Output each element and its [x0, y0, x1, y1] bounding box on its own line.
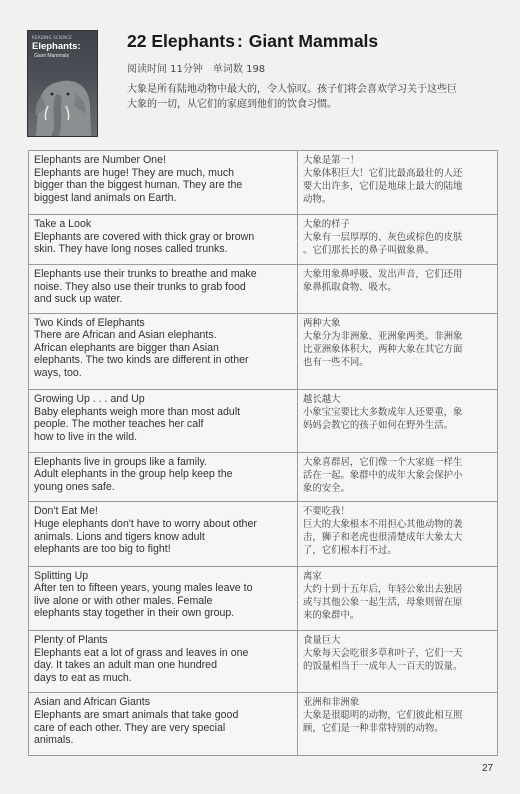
english-cell — [29, 151, 298, 215]
english-line: Asian and African Giants — [34, 696, 151, 709]
chinese-line: 妈妈会教它的孩子如何在野外生活。 — [303, 420, 454, 432]
reading-time: 阅读时间 11分钟 — [127, 64, 203, 75]
english-cell — [29, 390, 298, 452]
english-cell — [29, 566, 298, 630]
page-number: 27 — [482, 763, 494, 774]
title-subtitle: Giant Mammals — [248, 31, 379, 51]
english-line: live alone or with other males. Female — [34, 594, 213, 607]
chinese-line: 击，狮子和老虎也很清楚成年大象太大 — [303, 532, 463, 544]
english-line: Elephants live in groups like a family. — [34, 455, 207, 468]
table-row — [29, 265, 498, 314]
table-row — [29, 151, 498, 215]
chinese-cell — [298, 502, 498, 566]
english-line: Take a Look — [34, 218, 92, 231]
english-cell — [29, 452, 298, 502]
english-line: Splitting Up — [34, 569, 89, 582]
english-line: Baby elephants weigh more than most adult — [34, 405, 241, 418]
table-row — [29, 502, 498, 566]
chinese-line: 大象体积巨大！它们比最高最壮的人还 — [303, 168, 463, 179]
english-line: Huge elephants don't have to worry about other — [34, 518, 257, 531]
page-title — [127, 31, 378, 52]
chinese-line: 大象的样子 — [303, 219, 350, 231]
english-line: Elephants are covered with thick gray or brown — [34, 230, 255, 243]
chinese-cell — [298, 566, 498, 630]
chinese-line: 顾，它们是一种非常特别的动物。 — [303, 723, 444, 735]
chinese-line: 大象用象鼻呼吸、发出声音，它们还用 — [303, 269, 463, 281]
title-main: 22 Elephants — [127, 31, 235, 51]
english-line: how to live in the wild. — [34, 430, 138, 443]
cover-series-label: READING SCIENCE — [32, 35, 73, 40]
english-line: noise. They also use their trunks to grab food — [34, 280, 246, 293]
chinese-line: 不要吃我！ — [303, 506, 350, 518]
english-line: elephants are too big to fight! — [34, 543, 171, 556]
chinese-line: 比亚洲象体积大，两种大象在其它方面 — [303, 343, 463, 355]
chinese-cell — [298, 452, 498, 502]
english-line: and suck up water. — [34, 293, 123, 306]
cover-subtitle: Giant Mammals — [34, 53, 70, 59]
chinese-line: 巨大的大象根本不用担心其他动物的袭 — [303, 519, 463, 531]
english-line: days to eat as much. — [34, 671, 132, 684]
chinese-line: 大象有一层厚厚的、灰色或棕色的皮肤 — [303, 232, 463, 244]
english-line: biggest land animals on Earth. — [34, 191, 177, 204]
english-cell — [29, 630, 298, 692]
elephant-photo-icon — [28, 56, 97, 136]
english-cell — [29, 215, 298, 265]
english-line: Elephants eat a lot of grass and leaves in one — [34, 646, 249, 659]
chinese-line: 大约十到十五年后，年轻公象出去独居 — [303, 583, 463, 595]
chinese-line: 象鼻抓取食物、吸水。 — [303, 282, 397, 294]
table-row — [29, 693, 498, 756]
chinese-line: 大象是第一！ — [303, 155, 360, 166]
chinese-line: 活在一起。象群中的成年大象会保护小 — [303, 469, 463, 481]
book-cover-image — [27, 30, 98, 137]
english-line: Growing Up . . . and Up — [34, 393, 145, 406]
english-line: animals. Lions and tigers know adult — [34, 530, 205, 543]
table-row — [29, 452, 498, 502]
english-line: people. The mother teaches her calf — [34, 418, 204, 431]
chinese-line: 或与其他公象一起生活，母象则留在原 — [303, 596, 463, 608]
chinese-cell — [298, 265, 498, 314]
chinese-cell — [298, 215, 498, 265]
intro-line: 大象是所有陆地动物中最大的，令人惊叹。孩子们将会喜欢学习关于这些巨 — [127, 84, 457, 95]
bilingual-text-table — [28, 150, 498, 756]
table-row — [29, 390, 498, 452]
english-line: elephants. The two kinds are different in other — [34, 354, 249, 367]
title-separator: : — [236, 31, 243, 51]
chinese-cell — [298, 313, 498, 389]
chinese-line: 。它们那长长的鼻子叫做象鼻。 — [303, 245, 435, 257]
chinese-line: 大象每天会吃很多草和叶子，它们一天 — [303, 647, 463, 659]
english-line: day. It takes an adult man one hundred — [34, 659, 217, 672]
english-line: Elephants are smart animals that take good — [34, 709, 239, 722]
english-line: African elephants are bigger than Asian — [34, 341, 219, 354]
english-cell — [29, 313, 298, 389]
word-count: 单词数 198 — [212, 64, 266, 75]
english-line: care of each other. They are very special — [34, 721, 226, 734]
chinese-cell — [298, 693, 498, 756]
table-row — [29, 313, 498, 389]
chinese-cell — [298, 151, 498, 215]
english-line: Adult elephants in the group help keep the — [34, 468, 233, 481]
english-line: Two Kinds of Elephants — [34, 316, 145, 329]
english-line: Don't Eat Me! — [34, 505, 98, 518]
english-cell — [29, 693, 298, 756]
english-cell — [29, 265, 298, 314]
chinese-cell — [298, 630, 498, 692]
english-cell — [29, 502, 298, 566]
english-line: skin. They have long noses called trunks. — [34, 243, 228, 256]
chinese-line: 离家 — [303, 570, 322, 582]
chinese-line: 象的安全。 — [303, 482, 350, 494]
english-line: There are African and Asian elephants. — [34, 329, 217, 342]
english-line: Elephants are huge! They are much, much — [34, 166, 235, 179]
chinese-line: 越长越大 — [303, 394, 341, 406]
table-row — [29, 630, 498, 692]
chinese-cell — [298, 390, 498, 452]
chinese-line: 两种大象 — [303, 317, 341, 329]
chinese-line: 要大出许多，它们是地球上最大的陆地 — [303, 181, 463, 192]
chinese-line: 大象分为非洲象、亚洲象两类。非洲象 — [303, 330, 463, 342]
english-line: After ten to fifteen years, young males leave to — [34, 582, 253, 595]
chinese-line: 大象喜群居，它们像一个大家庭一样生 — [303, 456, 463, 468]
table-body — [29, 151, 498, 756]
chinese-line: 小象宝宝要比大多数成年人还要重，象 — [303, 407, 463, 419]
cover-title: Elephants: — [32, 41, 81, 52]
chinese-line: 了，它们根本打不过。 — [303, 545, 397, 557]
english-line: bigger than the biggest human. They are the — [34, 179, 243, 192]
chinese-line: 大象是很聪明的动物，它们彼此相互照 — [303, 710, 463, 722]
intro-text — [127, 82, 497, 112]
chinese-line: 亚洲和非洲象 — [303, 697, 360, 709]
table-row — [29, 566, 498, 630]
english-line: elephants stay together in their own group. — [34, 607, 235, 620]
reading-meta — [127, 60, 265, 75]
chinese-line: 也有一些不同。 — [303, 356, 369, 368]
english-line: animals. — [34, 734, 74, 747]
intro-line: 大象的一切，从它们的家庭到他们的饮食习惯。 — [127, 99, 337, 110]
chinese-line: 来的象群中。 — [303, 609, 360, 621]
chinese-line: 动物。 — [303, 194, 332, 205]
english-line: young ones safe. — [34, 480, 115, 493]
english-line: Plenty of Plants — [34, 633, 108, 646]
english-line: Elephants are Number One! — [34, 154, 166, 166]
chinese-line: 食量巨大 — [303, 634, 341, 646]
english-line: ways, too. — [34, 367, 82, 380]
chinese-line: 的饭量相当于一成年人一百天的饭量。 — [303, 660, 463, 672]
english-line: Elephants use their trunks to breathe and make — [34, 268, 257, 281]
table-row — [29, 215, 498, 265]
